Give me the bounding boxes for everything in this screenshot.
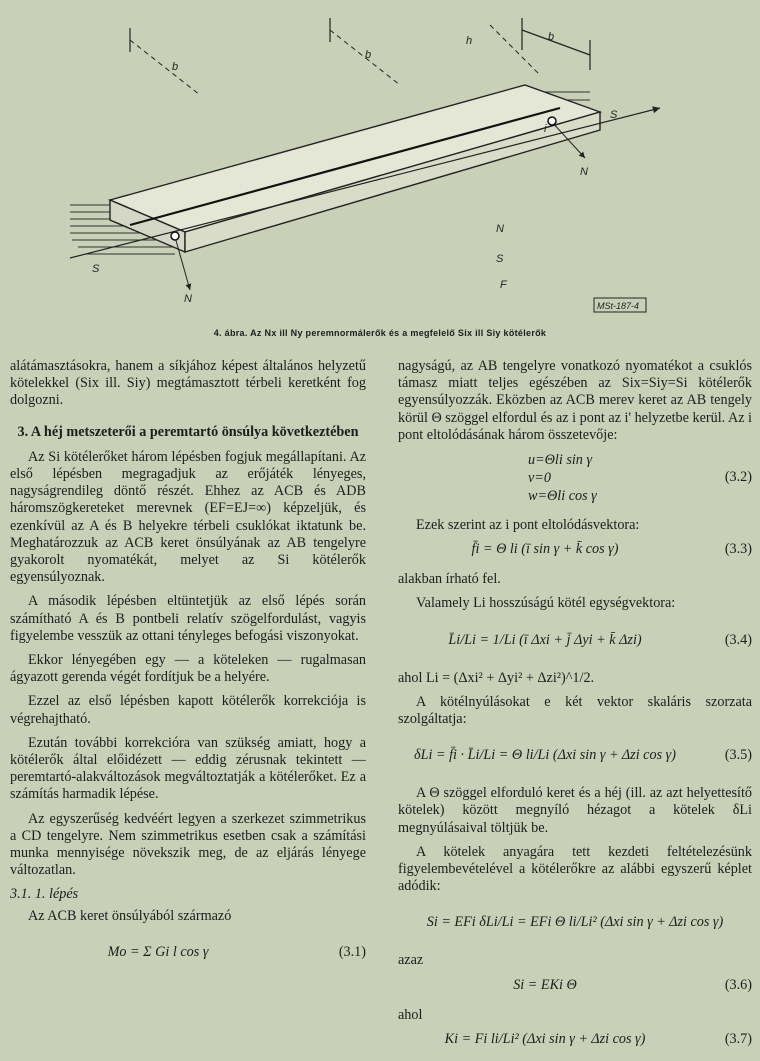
figure-stamp: MSt-187-4 [597,301,640,311]
label-bi: b [365,49,372,61]
equation-3-4 [398,620,752,662]
equation-number: (3.3) [724,541,752,558]
right-column [398,358,752,1061]
equation-number: (3.5) [724,747,752,764]
equation-body: Si = EKi Θ [513,976,577,993]
paragraph: ahol Li = (Δxi² + Δyi² + Δzi²)^1/2. [398,669,595,686]
paragraph: Ezután további korrekcióra van szükség amiatt, hogy a kötélerők által előidézett — eddig zérusnak tekintett — peremtartó-alakváltozások megváltoztatják a kötélerőket. Ez a számítás harmadik lépése. [10,734,366,803]
equation-body: Mo = Σ Gi l cos γ [107,943,209,960]
paragraph: alakban írható fel. [398,571,501,588]
label-bj: b [548,31,555,43]
paragraph: Az ACB keret önsúlyából származó [28,907,232,924]
node-b [171,232,179,240]
equation-3-1 [10,932,366,974]
label-s-right: S [610,109,618,121]
equation-line: v=0 [528,470,551,487]
paragraph: Az Si kötélerőket három lépésben fogjuk megállapítani. Az első lépésben megragadjuk az erőjáték lényeges, nagyságrendileg döntő részét. Ehhez az ACB és ADB háromszögkereteket merevnek (EF=EJ=∞) képzeljük, és ezenkívül az A és B helyekre térbeli csuklókat iktatunk be. Meghatározzuk az ACB keret önsúlyának az AB tengelyre gyakorolt nyomatékát, melyet az Si kötélerők egyensúlyoznak. [10,448,366,586]
node-j [548,117,556,125]
equation-s-i [398,902,752,944]
formula-s: S [496,253,504,265]
equation-line: u=Θli sin γ [528,452,593,469]
left-column [10,358,366,982]
paragraph: Ezzel az első lépésben kapott kötélerők korrekciója is végrehajtható. [10,693,366,727]
equation-body: Si = EFi δLi/Li = EFi Θ li/Li² (Δxi sin γ + Δzi cos γ) [426,914,724,931]
paragraph: azaz [398,952,424,969]
subsection-heading: 3.1. 1. lépés [10,886,79,903]
equation-body: Ki = Fi li/Li² (Δxi sin γ + Δzi cos γ) [444,1030,646,1047]
label-h: h [466,35,473,47]
label-s-left: S [92,263,100,275]
equation-3-5 [398,735,752,777]
equation-number: (3.4) [724,631,752,648]
equation-3-7 [398,1031,752,1053]
paragraph: Ezek szerint az i pont eltolódásvektora: [416,517,640,534]
label-bb: b [172,61,179,73]
section-heading: 3. A héj metszeterői a peremtartó önsúlya következtében [17,423,359,440]
paragraph: alátámasztásokra, hanem a síkjához képest általános helyzetű kötelekkel (Six ill. Siy) megtámasztott térbeli keretként fog dolgozni. [10,358,366,409]
equation-3-2 [398,451,752,509]
label-nxj: N [580,166,588,178]
paragraph: A kötelek anyagára tett kezdeti feltételezésünk figyelembevételével a kötélerőkre az alábbi egyszerű képlet adódik: [398,843,752,895]
equation-number: (3.1) [338,943,366,960]
paragraph: A Θ szöggel elforduló keret és a héj (ill. az azt helyettesítő kötelek) között megnyíló hézagot a kötelek δLi megnyúlásaival töltjük be. [398,785,752,836]
figure-caption: 4. ábra. Az Nx ill Ny peremnormálerők és a megfelelő Six ill Siy kötélerők [213,328,547,338]
equation-3-3 [398,541,752,563]
label-nxb: N [184,293,192,305]
equation-line: w=Θli cos γ [528,488,597,505]
equation-body: δLi = f̄i · L̄i/Li = Θ li/Li (Δxi sin γ + Δzi cos γ) [414,747,676,764]
paragraph: Valamely Li hosszúságú kötél egységvektora: [416,595,676,612]
equation-body: f̄i = Θ li (ī sin γ + k̄ cos γ) [471,541,619,558]
paragraph: Ekkor lényegében egy — a köteleken — rugalmasan ágyazott gerenda végét fordítjuk be a helyére. [10,652,366,686]
figure-4 [0,0,760,325]
paragraph: A második lépésben eltüntetjük az első lépés során számítható A és B pontbeli relatív szögelfordulást, vagyis figyelembe vesszük az ottani tényleges befogási viszonyokat. [10,593,366,644]
equation-body: L̄i/Li = 1/Li (ī Δxi + j̄ Δyi + k̄ Δzi) [448,631,642,648]
formula-n: N [496,223,504,235]
equation-number: (3.6) [724,976,752,993]
paragraph: nagyságú, az AB tengelyre vonatkozó nyomatékot a csuklós támasz miatt teljes egészében az Six=Siy=Si kötélerők egyensúlyozzák. Eközben az ACB merev keret az AB tengely körül Θ szöggel elfordul és az i pont az i' helyzetbe kerül. Az i pont eltolódásának három összetevője: [398,358,752,443]
equation-3-6 [398,977,752,999]
label-i: i [544,123,547,135]
paragraph: Az egyszerűség kedvéért legyen a szerkezet szimmetrikus a CD tengelyre. Nem szimmetrikus esetben csak a számítási munka mennyisége növekszik meg, de az eljárás lényege változatlan. [10,810,366,879]
paragraph: A kötélnyúlásokat e két vektor skaláris szorzata szolgáltatja: [398,693,752,728]
paragraph: ahol [398,1006,423,1023]
formula-f: F [500,279,507,291]
equation-number: (3.7) [724,1030,752,1047]
edge-beam-slab [110,85,600,252]
equation-number: (3.2) [724,469,752,486]
